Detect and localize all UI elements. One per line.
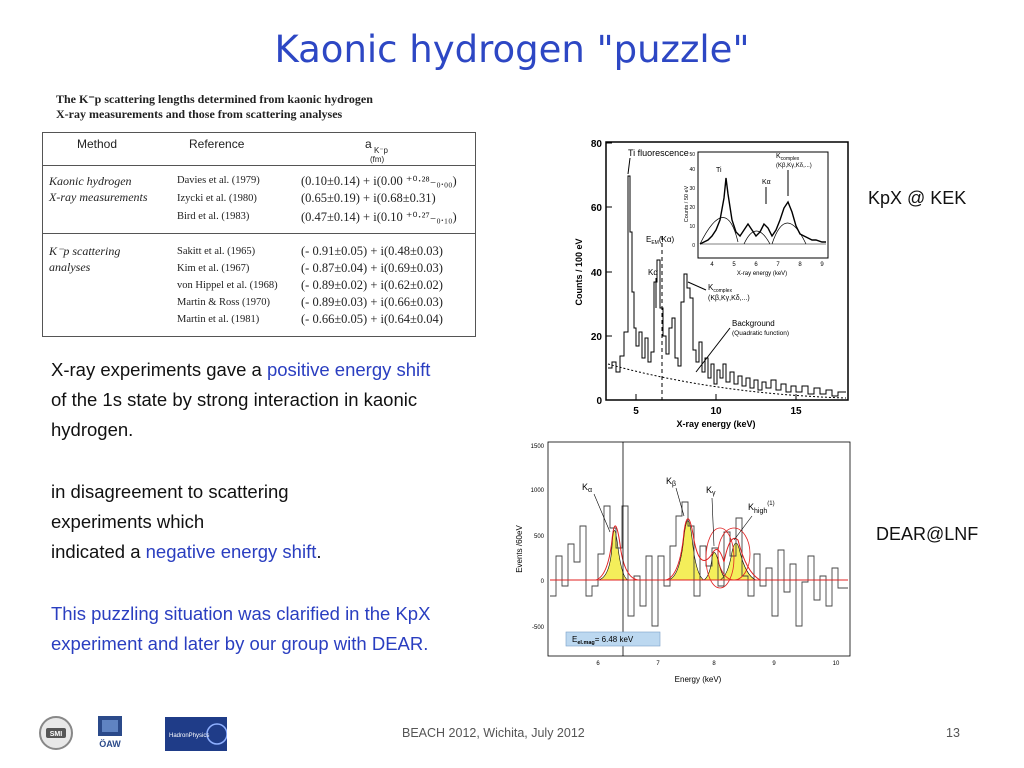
footer-event: BEACH 2012, Wichita, July 2012 bbox=[402, 726, 585, 740]
dear-ann-khigh: $K_{high}^{(1)}$ bbox=[748, 501, 775, 515]
dear-ann-kg: $K_\gamma$ bbox=[706, 485, 716, 497]
p1-text-b: of the 1s state by strong interaction in kaonic hydrogen. bbox=[51, 389, 418, 440]
p2-period: . bbox=[316, 541, 322, 562]
inset-ka: Kα bbox=[762, 179, 771, 186]
col-header-value: a bbox=[365, 137, 372, 151]
table-rule bbox=[43, 233, 475, 234]
paragraph-positive-shift bbox=[51, 355, 451, 445]
inset-ytick: 0 bbox=[692, 243, 695, 249]
kek-ytick: 80 bbox=[590, 139, 602, 150]
dear-ann-kb: $K_\beta$ bbox=[666, 476, 677, 488]
table-val: (- 0.66±0.05) + i(0.64±0.04) bbox=[301, 312, 443, 326]
dear-ytick: 500 bbox=[533, 534, 544, 540]
inset-ytick: 30 bbox=[689, 186, 695, 192]
table-ref: Izycki et al. (1980) bbox=[177, 193, 257, 204]
smi-logo bbox=[38, 715, 74, 751]
paragraph-disagreement bbox=[51, 477, 451, 567]
inset-ytick: 20 bbox=[689, 205, 695, 211]
table-frame bbox=[42, 132, 476, 337]
slide-title: Kaonic hydrogen "puzzle" bbox=[274, 28, 750, 71]
inset-ytick: 40 bbox=[689, 167, 695, 173]
page-number: 13 bbox=[946, 726, 960, 740]
table-ref: Davies et al. (1979) bbox=[177, 175, 260, 186]
hadronphysics-logo bbox=[165, 717, 227, 751]
inset-xtick: 6 bbox=[754, 262, 758, 268]
dear-ytick: 1500 bbox=[530, 444, 544, 450]
kek-xtick: 15 bbox=[790, 406, 802, 417]
kek-ann-bg: Background bbox=[732, 319, 775, 328]
table-caption-line2: X-ray measurements and those from scattering analyses bbox=[56, 107, 343, 121]
dear-xtick: 10 bbox=[832, 661, 840, 667]
col-header-value-sub: K⁻p bbox=[374, 146, 389, 155]
kek-ann-kcomplex-list: (Kβ,Kγ,Kδ,...) bbox=[708, 295, 750, 302]
col-header-method: Method bbox=[77, 137, 118, 151]
table-val: (0.65±0.19) + i(0.68±0.31) bbox=[301, 191, 436, 205]
kpx-kek-spectrum bbox=[566, 132, 856, 434]
svg-text:ÖAW: ÖAW bbox=[99, 739, 121, 749]
table-val: (- 0.89±0.03) + i(0.66±0.03) bbox=[301, 295, 443, 309]
kek-ann-kcomplex: $K_{complex}$ bbox=[708, 283, 732, 294]
group1-method bbox=[49, 173, 148, 205]
svg-text:HadronPhysics: HadronPhysics bbox=[169, 733, 210, 739]
table-rule bbox=[43, 165, 475, 166]
oaw-logo bbox=[92, 714, 132, 754]
kek-ann-ka: Kα bbox=[648, 268, 658, 277]
dear-xtick: 7 bbox=[656, 661, 660, 667]
inset-xlabel: X-ray energy (keV) bbox=[736, 271, 788, 277]
kek-ytick: 40 bbox=[590, 268, 602, 279]
dear-xtick: 9 bbox=[772, 661, 776, 667]
kek-ylabel: Counts / 100 eV bbox=[574, 238, 584, 306]
table-ref: Sakitt et al. (1965) bbox=[177, 246, 256, 257]
kek-ann-em: $E_{EM}(K\alpha)$ bbox=[646, 235, 675, 246]
inset-kcomplex: $K_{complex}$ bbox=[776, 153, 800, 162]
table-ref: Martin & Ross (1970) bbox=[177, 297, 271, 308]
svg-text:SMI: SMI bbox=[49, 731, 63, 738]
p2-line1: in disagreement to scattering bbox=[51, 481, 289, 502]
p2-line3 bbox=[51, 537, 451, 567]
inset-xtick: 4 bbox=[710, 262, 714, 268]
kek-label: KpX @ KEK bbox=[868, 188, 967, 208]
dear-ytick: 1000 bbox=[530, 488, 544, 494]
scattering-lengths-table bbox=[40, 92, 476, 338]
dear-eelmag-text: $E_{el.mag}= 6.48$ keV bbox=[572, 635, 634, 646]
kek-ann-bg2: (Quadratic function) bbox=[732, 330, 790, 337]
kek-xtick: 10 bbox=[710, 406, 722, 417]
table-val: (0.47±0.14) + i(0.10 ⁺⁰·²⁷₋₀.₁₀) bbox=[301, 210, 457, 224]
dear-ytick: 0 bbox=[540, 579, 544, 585]
kek-ann-ti: Ti fluorescence bbox=[628, 148, 689, 158]
table-ref: von Hippel et al. (1968) bbox=[177, 280, 278, 291]
table-val: (- 0.91±0.05) + i(0.48±0.03) bbox=[301, 244, 443, 258]
table-val: (- 0.89±0.02) + i(0.62±0.02) bbox=[301, 278, 443, 292]
inset-xtick: 8 bbox=[798, 262, 802, 268]
inset-ytick: 50 bbox=[689, 152, 695, 158]
kek-ytick: 60 bbox=[590, 203, 602, 214]
table-ref: Kim et al. (1967) bbox=[177, 263, 250, 274]
table-val: (- 0.87±0.04) + i(0.69±0.03) bbox=[301, 261, 443, 275]
inset-xtick: 5 bbox=[732, 262, 736, 268]
col-header-value-unit: (fm) bbox=[370, 155, 385, 164]
table-ref: Martin et al. (1981) bbox=[177, 314, 260, 325]
inset-xtick: 9 bbox=[820, 262, 824, 268]
table-val: (0.10±0.14) + i(0.00 ⁺⁰·²⁸₋₀.₀₀) bbox=[301, 174, 457, 188]
inset-kcomplex-list: (Kβ,Kγ,Kδ,...) bbox=[776, 163, 812, 169]
dear-ylabel: Events /60eV bbox=[515, 525, 524, 573]
table-ref: Bird et al. (1983) bbox=[177, 211, 250, 222]
kek-inset bbox=[684, 152, 828, 277]
p2-line3-text: indicated a bbox=[51, 541, 146, 562]
p1-highlight: positive energy shift bbox=[266, 359, 431, 380]
group2-method-line2: analyses bbox=[49, 260, 91, 274]
inset-ylabel: Counts / 50 eV bbox=[684, 185, 690, 223]
dear-label: DEAR@LNF bbox=[876, 524, 979, 544]
kek-ytick: 20 bbox=[590, 332, 602, 343]
inset-xtick: 7 bbox=[776, 262, 780, 268]
kek-ytick: 0 bbox=[596, 396, 602, 407]
p2-line2: experiments which bbox=[51, 511, 205, 532]
dear-xlabel: Energy (keV) bbox=[674, 675, 722, 684]
kek-xlabel: X-ray energy (keV) bbox=[676, 419, 756, 429]
group1-method-line1: Kaonic hydrogen bbox=[49, 174, 132, 188]
table-caption-line1: The K⁻p scattering lengths determined from kaonic hydrogen bbox=[56, 92, 373, 106]
inset-ti: Ti bbox=[716, 167, 722, 174]
group1-method-line2: X-ray measurements bbox=[49, 190, 148, 204]
dear-xtick: 6 bbox=[596, 661, 600, 667]
col-header-reference: Reference bbox=[189, 137, 245, 151]
inset-ytick: 10 bbox=[689, 224, 695, 230]
group2-method-line1: K⁻p scattering bbox=[49, 244, 121, 258]
dear-ann-ka: $K_\alpha$ bbox=[582, 482, 593, 494]
paragraph-clarified: This puzzling situation was clarified in the KpX experiment and later by our group with DEAR. bbox=[51, 603, 431, 654]
dear-ytick: -500 bbox=[531, 625, 544, 631]
p1-text-a: X-ray experiments gave a bbox=[51, 359, 267, 380]
dear-lnf-spectrum bbox=[508, 436, 858, 691]
dear-xtick: 8 bbox=[712, 661, 716, 667]
kek-xtick: 5 bbox=[633, 406, 639, 417]
table-caption bbox=[56, 92, 373, 122]
group2-method bbox=[49, 243, 120, 275]
p2-highlight: negative energy shift bbox=[145, 541, 317, 562]
